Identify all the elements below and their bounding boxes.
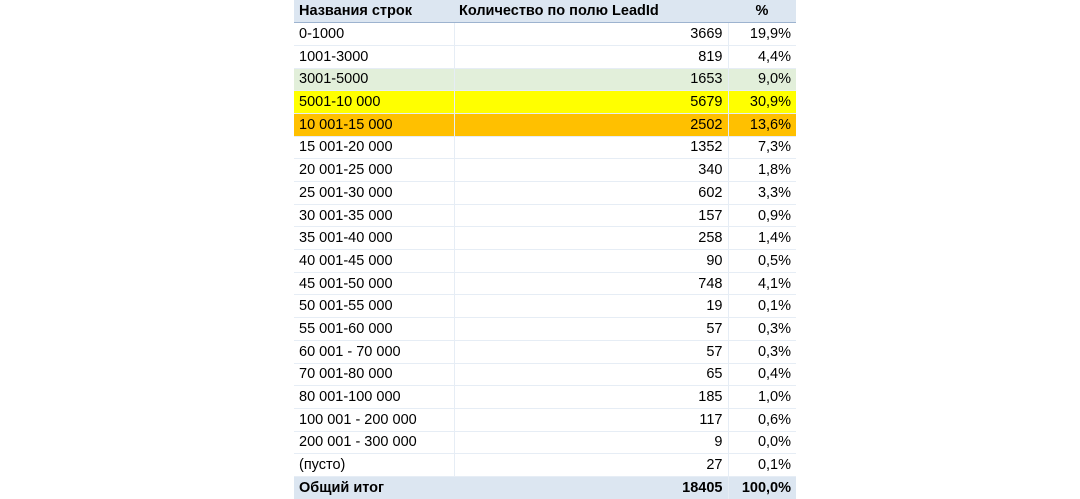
row-label-cell[interactable]: 25 001-30 000: [294, 182, 454, 205]
pivot-body: [294, 23, 796, 477]
table-row: [294, 182, 796, 205]
row-percent-cell[interactable]: 13,6%: [728, 113, 796, 136]
table-row: [294, 340, 796, 363]
row-percent-cell[interactable]: 0,1%: [728, 295, 796, 318]
table-row: [294, 23, 796, 46]
row-label-cell[interactable]: (пусто): [294, 454, 454, 477]
header-row-labels[interactable]: Названия строк: [294, 0, 454, 23]
grand-total-label[interactable]: Общий итог: [294, 476, 454, 499]
row-label-cell[interactable]: 1001-3000: [294, 45, 454, 68]
row-percent-cell[interactable]: 1,4%: [728, 227, 796, 250]
row-count-cell[interactable]: 9: [454, 431, 728, 454]
table-row: [294, 227, 796, 250]
row-count-cell[interactable]: 65: [454, 363, 728, 386]
row-count-cell[interactable]: 157: [454, 204, 728, 227]
row-percent-cell[interactable]: 0,4%: [728, 363, 796, 386]
row-percent-cell[interactable]: 9,0%: [728, 68, 796, 91]
row-label-cell[interactable]: 45 001-50 000: [294, 272, 454, 295]
row-percent-cell[interactable]: 4,4%: [728, 45, 796, 68]
row-count-cell[interactable]: 5679: [454, 91, 728, 114]
row-label-cell[interactable]: 70 001-80 000: [294, 363, 454, 386]
grand-total-count[interactable]: 18405: [454, 476, 728, 499]
row-count-cell[interactable]: 3669: [454, 23, 728, 46]
table-row: [294, 386, 796, 409]
row-count-cell[interactable]: 2502: [454, 113, 728, 136]
table-row: [294, 204, 796, 227]
row-percent-cell[interactable]: 19,9%: [728, 23, 796, 46]
table-row: [294, 431, 796, 454]
row-label-cell[interactable]: 35 001-40 000: [294, 227, 454, 250]
header-row: [294, 0, 796, 23]
table-row: [294, 250, 796, 273]
row-label-cell[interactable]: 60 001 - 70 000: [294, 340, 454, 363]
table-row: [294, 91, 796, 114]
row-percent-cell[interactable]: 0,0%: [728, 431, 796, 454]
table-row: [294, 272, 796, 295]
header-percent[interactable]: %: [728, 0, 796, 23]
row-label-cell[interactable]: 15 001-20 000: [294, 136, 454, 159]
row-percent-cell[interactable]: 7,3%: [728, 136, 796, 159]
row-percent-cell[interactable]: 30,9%: [728, 91, 796, 114]
row-count-cell[interactable]: 258: [454, 227, 728, 250]
table-row: [294, 159, 796, 182]
row-label-cell[interactable]: 0-1000: [294, 23, 454, 46]
row-label-cell[interactable]: 10 001-15 000: [294, 113, 454, 136]
row-count-cell[interactable]: 1352: [454, 136, 728, 159]
row-percent-cell[interactable]: 0,3%: [728, 318, 796, 341]
row-label-cell[interactable]: 3001-5000: [294, 68, 454, 91]
table-row: [294, 408, 796, 431]
row-percent-cell[interactable]: 0,3%: [728, 340, 796, 363]
row-label-cell[interactable]: 20 001-25 000: [294, 159, 454, 182]
row-count-cell[interactable]: 185: [454, 386, 728, 409]
grand-total-row: [294, 476, 796, 499]
row-label-cell[interactable]: 5001-10 000: [294, 91, 454, 114]
row-count-cell[interactable]: 819: [454, 45, 728, 68]
row-percent-cell[interactable]: 4,1%: [728, 272, 796, 295]
row-label-cell[interactable]: 200 001 - 300 000: [294, 431, 454, 454]
row-percent-cell[interactable]: 3,3%: [728, 182, 796, 205]
row-percent-cell[interactable]: 0,6%: [728, 408, 796, 431]
table-row: [294, 318, 796, 341]
row-percent-cell[interactable]: 0,9%: [728, 204, 796, 227]
row-count-cell[interactable]: 748: [454, 272, 728, 295]
row-percent-cell[interactable]: 0,1%: [728, 454, 796, 477]
row-percent-cell[interactable]: 1,8%: [728, 159, 796, 182]
header-count[interactable]: Количество по полю LeadId: [454, 0, 728, 23]
row-count-cell[interactable]: 117: [454, 408, 728, 431]
row-label-cell[interactable]: 40 001-45 000: [294, 250, 454, 273]
row-count-cell[interactable]: 340: [454, 159, 728, 182]
table-row: [294, 295, 796, 318]
grand-total-percent[interactable]: 100,0%: [728, 476, 796, 499]
row-label-cell[interactable]: 50 001-55 000: [294, 295, 454, 318]
table-row: [294, 45, 796, 68]
table-row: [294, 136, 796, 159]
row-count-cell[interactable]: 19: [454, 295, 728, 318]
row-count-cell[interactable]: 1653: [454, 68, 728, 91]
table-row: [294, 363, 796, 386]
table-row: [294, 113, 796, 136]
row-count-cell[interactable]: 90: [454, 250, 728, 273]
row-count-cell[interactable]: 57: [454, 340, 728, 363]
table-row: [294, 68, 796, 91]
row-label-cell[interactable]: 100 001 - 200 000: [294, 408, 454, 431]
row-percent-cell[interactable]: 1,0%: [728, 386, 796, 409]
pivot-table-sheet: [294, 0, 796, 499]
row-count-cell[interactable]: 27: [454, 454, 728, 477]
row-percent-cell[interactable]: 0,5%: [728, 250, 796, 273]
table-row: [294, 454, 796, 477]
pivot-table: [294, 0, 796, 499]
row-label-cell[interactable]: 80 001-100 000: [294, 386, 454, 409]
row-label-cell[interactable]: 55 001-60 000: [294, 318, 454, 341]
row-count-cell[interactable]: 57: [454, 318, 728, 341]
row-label-cell[interactable]: 30 001-35 000: [294, 204, 454, 227]
row-count-cell[interactable]: 602: [454, 182, 728, 205]
